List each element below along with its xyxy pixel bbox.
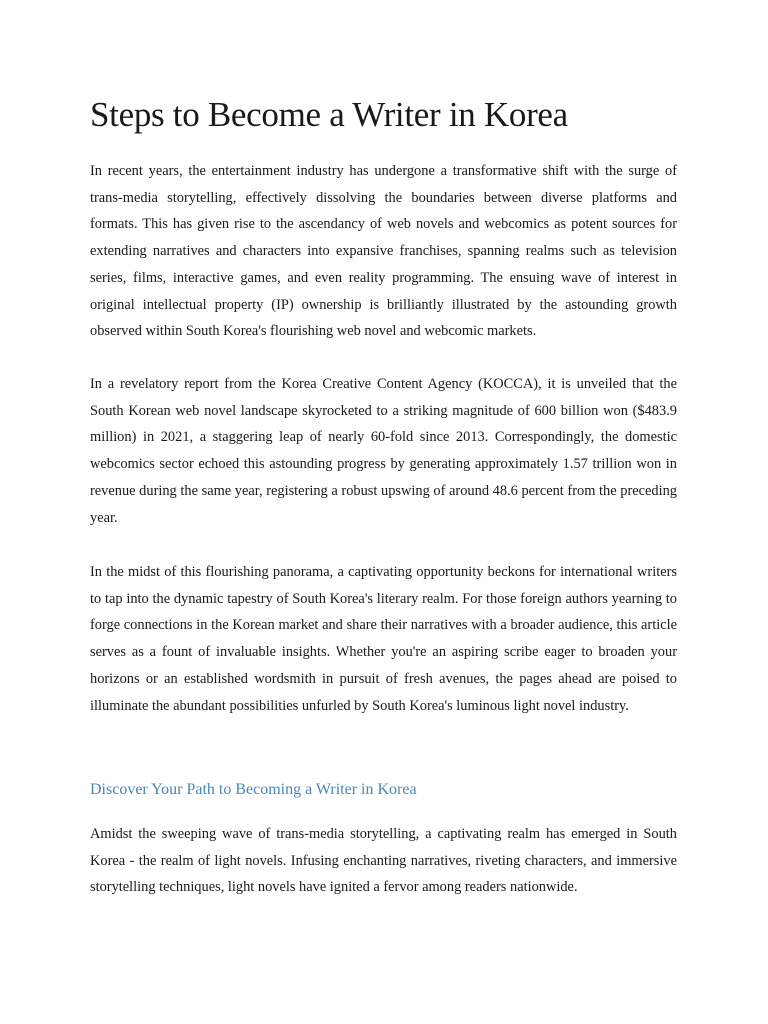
section-heading: Discover Your Path to Becoming a Writer in Korea	[90, 781, 417, 798]
paragraph-opportunity: In the midst of this flourishing panorama, a captivating opportunity beckons for international writers to tap into the dynamic tapestry of South Korea's literary realm. For those foreign authors yearning to forge connections in the Korean market and share their narratives with a broader audience, this article serves as a fount of invaluable insights. Whether you're an aspiring scribe eager to broaden your horizons or an established wordsmith in pursuit of fresh avenues, the pages ahead are poised to illuminate the abundant possibilities unfurled by South Korea's luminous light novel industry.	[90, 564, 677, 714]
paragraph-light-novels: Amidst the sweeping wave of trans-media storytelling, a captivating realm has emerged in South Korea - the realm of light novels. Infusing enchanting narratives, riveting characters, and immersive storytelling techniques, light novels have ignited a fervor among readers nationwide.	[90, 826, 677, 896]
paragraph-kocca-report: In a revelatory report from the Korea Creative Content Agency (KOCCA), it is unveiled that the South Korean web novel landscape skyrocketed to a striking magnitude of 600 billion won ($483.9 million) in 2021, a staggering leap of nearly 60-fold since 2013. Correspondingly, the domestic webcomics sector echoed this astounding progress by generating approximately 1.57 trillion won in revenue during the same year, registering a robust upswing of around 48.6 percent from the preceding year.	[90, 376, 677, 526]
paragraph-intro: In recent years, the entertainment industry has undergone a transformative shift with the surge of trans-media storytelling, effectively dissolving the boundaries between diverse platforms and formats. This has given rise to the ascendancy of web novels and webcomics as potent sources for extending narratives and characters into expansive franchises, spanning realms such as television series, films, interactive games, and even reality programming. The ensuing wave of interest in original intellectual property (IP) ownership is brilliantly illustrated by the astounding growth observed within South Korea's flourishing web novel and webcomic markets.	[90, 163, 677, 340]
page-title: Steps to Become a Writer in Korea	[90, 95, 568, 134]
